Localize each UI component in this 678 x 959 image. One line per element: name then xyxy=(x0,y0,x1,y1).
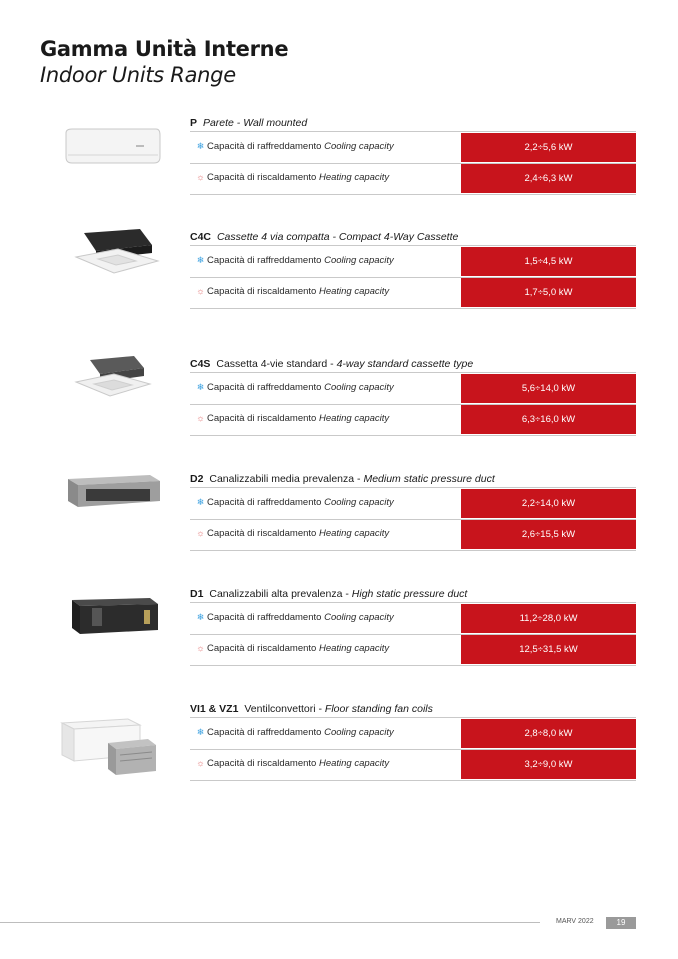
cooling-row xyxy=(190,372,636,405)
section-name-en: Wall mounted xyxy=(243,117,308,129)
cooling-label xyxy=(196,255,394,266)
snowflake-icon: ❄ xyxy=(196,382,205,392)
heating-row xyxy=(190,749,636,781)
unit-section-vi1-vz1 xyxy=(0,703,678,803)
heating-label xyxy=(196,643,389,654)
page-title: Gamma Unità Interne xyxy=(40,37,289,61)
label-it: Capacità di raffreddamento xyxy=(207,727,322,738)
heating-value: 2,4÷6,3 kW xyxy=(461,164,636,193)
label-en: Heating capacity xyxy=(318,758,390,769)
heating-value: 3,2÷9,0 kW xyxy=(461,750,636,779)
cooling-row xyxy=(190,487,636,520)
label-it: Capacità di riscaldamento xyxy=(207,758,317,769)
section-heading xyxy=(190,703,433,715)
sun-icon: ☼ xyxy=(196,172,205,182)
cooling-row xyxy=(190,131,636,164)
label-en: Cooling capacity xyxy=(324,497,394,508)
compact-cassette-image xyxy=(70,225,160,281)
cooling-value: 1,5÷4,5 kW xyxy=(461,247,636,276)
heating-label xyxy=(196,286,389,297)
high-duct-image xyxy=(66,594,162,638)
label-en: Heating capacity xyxy=(318,528,390,539)
cooling-label xyxy=(196,612,394,623)
label-it: Capacità di raffreddamento xyxy=(207,255,322,266)
section-name-it: Canalizzabili alta prevalenza - xyxy=(209,588,349,600)
page-number: 19 xyxy=(606,917,636,929)
heating-value: 1,7÷5,0 kW xyxy=(461,278,636,307)
medium-duct-image xyxy=(64,471,164,513)
cooling-row xyxy=(190,602,636,635)
cooling-value: 2,8÷8,0 kW xyxy=(461,719,636,748)
label-it: Capacità di raffreddamento xyxy=(207,141,322,152)
cooling-value: 11,2÷28,0 kW xyxy=(461,604,636,633)
section-code: D2 xyxy=(190,473,204,485)
label-en: Cooling capacity xyxy=(324,727,394,738)
cooling-row xyxy=(190,245,636,278)
cooling-value: 2,2÷5,6 kW xyxy=(461,133,636,162)
section-name-it: Parete - xyxy=(202,117,241,129)
sun-icon: ☼ xyxy=(196,758,205,768)
cooling-label xyxy=(196,497,394,508)
label-en: Heating capacity xyxy=(318,172,390,183)
cooling-value: 5,6÷14,0 kW xyxy=(461,374,636,403)
snowflake-icon: ❄ xyxy=(196,255,205,265)
label-en: Heating capacity xyxy=(318,643,390,654)
section-name-en: Medium static pressure duct xyxy=(363,473,495,485)
snowflake-icon: ❄ xyxy=(196,497,205,507)
heating-value: 2,6÷15,5 kW xyxy=(461,520,636,549)
unit-section-p xyxy=(0,117,678,217)
section-heading xyxy=(190,358,473,370)
section-heading xyxy=(190,231,458,243)
sun-icon: ☼ xyxy=(196,643,205,653)
label-it: Capacità di raffreddamento xyxy=(207,497,322,508)
heating-row xyxy=(190,163,636,195)
section-heading xyxy=(190,588,467,600)
label-it: Capacità di riscaldamento xyxy=(207,528,317,539)
section-name-it: Cassette 4 via compatta - xyxy=(216,231,336,243)
heating-label xyxy=(196,172,389,183)
page-subtitle: Indoor Units Range xyxy=(40,63,236,87)
cooling-label xyxy=(196,727,394,738)
label-it: Capacità di riscaldamento xyxy=(207,643,317,654)
cooling-value: 2,2÷14,0 kW xyxy=(461,489,636,518)
label-en: Heating capacity xyxy=(318,286,390,297)
footer-brand: MARV 2022 xyxy=(556,918,594,925)
unit-section-c4s xyxy=(0,358,678,458)
label-it: Capacità di riscaldamento xyxy=(207,172,317,183)
label-en: Cooling capacity xyxy=(324,255,394,266)
section-code: C4S xyxy=(190,358,211,370)
section-code: C4C xyxy=(190,231,212,243)
section-heading xyxy=(190,473,495,485)
label-it: Capacità di riscaldamento xyxy=(207,413,317,424)
section-code: D1 xyxy=(190,588,204,600)
heating-row xyxy=(190,634,636,666)
heating-value: 12,5÷31,5 kW xyxy=(461,635,636,664)
cooling-label xyxy=(196,141,394,152)
label-it: Capacità di riscaldamento xyxy=(207,286,317,297)
section-name-en: 4-way standard cassette type xyxy=(336,358,474,370)
heating-value: 6,3÷16,0 kW xyxy=(461,405,636,434)
section-name-it: Cassetta 4-vie standard - xyxy=(216,358,334,370)
cooling-label xyxy=(196,382,394,393)
label-en: Cooling capacity xyxy=(324,141,394,152)
section-code: VI1 & VZ1 xyxy=(190,703,239,715)
heating-row xyxy=(190,404,636,436)
unit-section-d2 xyxy=(0,473,678,573)
section-name-en: Compact 4-Way Cassette xyxy=(338,231,459,243)
standard-cassette-image xyxy=(72,354,152,406)
sun-icon: ☼ xyxy=(196,413,205,423)
label-it: Capacità di raffreddamento xyxy=(207,382,322,393)
heating-label xyxy=(196,413,389,424)
section-heading xyxy=(190,117,307,129)
label-it: Capacità di raffreddamento xyxy=(207,612,322,623)
heating-row xyxy=(190,277,636,309)
label-en: Cooling capacity xyxy=(324,612,394,623)
sun-icon: ☼ xyxy=(196,528,205,538)
section-name-it: Canalizzabili media prevalenza - xyxy=(209,473,361,485)
snowflake-icon: ❄ xyxy=(196,141,205,151)
wall-mounted-unit-image xyxy=(62,127,162,167)
footer-divider xyxy=(0,922,540,923)
snowflake-icon: ❄ xyxy=(196,612,205,622)
fan-coil-image xyxy=(58,717,164,781)
sun-icon: ☼ xyxy=(196,286,205,296)
cooling-row xyxy=(190,717,636,750)
label-en: Cooling capacity xyxy=(324,382,394,393)
heating-row xyxy=(190,519,636,551)
section-code: P xyxy=(190,117,198,129)
section-name-it: Ventilconvettori - xyxy=(244,703,322,715)
label-en: Heating capacity xyxy=(318,413,390,424)
unit-section-c4c xyxy=(0,231,678,331)
unit-section-d1 xyxy=(0,588,678,688)
heating-label xyxy=(196,758,389,769)
section-name-en: High static pressure duct xyxy=(351,588,468,600)
snowflake-icon: ❄ xyxy=(196,727,205,737)
section-name-en: Floor standing fan coils xyxy=(324,703,433,715)
heating-label xyxy=(196,528,389,539)
